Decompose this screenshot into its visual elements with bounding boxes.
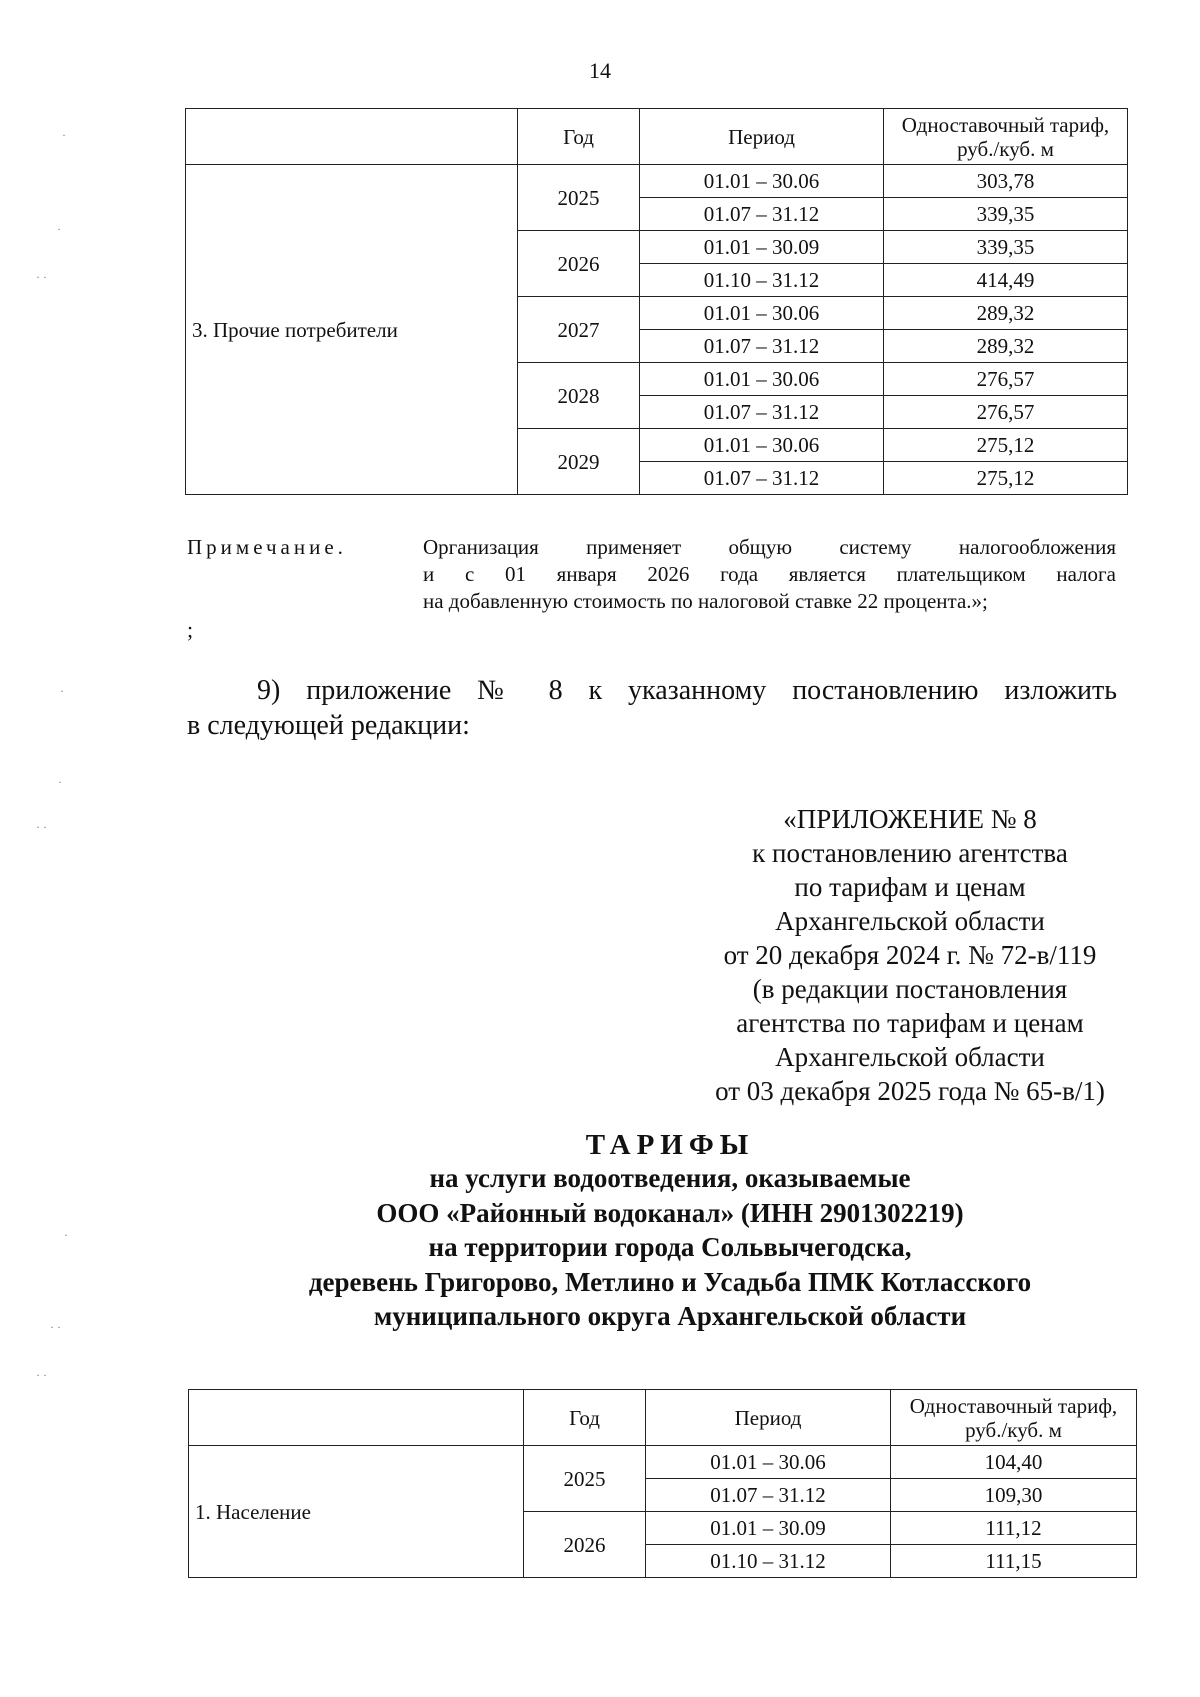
appendix-line: к постановлению агентства <box>752 838 1068 868</box>
appendix-line: от 03 декабря 2025 года № 65-в/1) <box>715 1076 1105 1106</box>
document-title <box>0 1127 1200 1163</box>
page-number: 14 <box>589 58 611 83</box>
tariff-cell: 289,32 <box>884 297 1128 330</box>
tariff-cell: 414,49 <box>884 264 1128 297</box>
table-row <box>189 1446 1137 1479</box>
header-period: Период <box>646 1390 891 1446</box>
note-line: Организация применяет общую систему налогообложения <box>423 535 1116 559</box>
scan-speck: · · <box>36 270 47 284</box>
title-line: на территории города Сольвычегодска, <box>428 1232 912 1262</box>
year-cell: 2028 <box>518 363 640 429</box>
note-line: и с 01 января 2026 года является плательщиком налога <box>423 562 1116 586</box>
title-line: деревень Григорово, Метлино и Усадьба ПМК Котласского <box>308 1266 1032 1297</box>
period-cell: 01.01 – 30.06 <box>640 165 884 198</box>
semicolon: ; <box>187 617 194 642</box>
tariff-cell: 111,12 <box>891 1512 1137 1545</box>
title-main: ТАРИФЫ <box>585 1129 755 1161</box>
period-cell: 01.07 – 31.12 <box>640 330 884 363</box>
tariff-cell: 276,57 <box>884 396 1128 429</box>
title-line: муниципального округа Архангельской области <box>373 1301 967 1331</box>
header-tariff: Одноставочный тариф, руб./куб. м <box>884 109 1128 165</box>
header-consumer <box>189 1390 524 1446</box>
header-year: Год <box>518 109 640 165</box>
year-cell: 2026 <box>518 231 640 297</box>
period-cell: 01.07 – 31.12 <box>640 198 884 231</box>
appendix-line: Архангельской области <box>775 1042 1045 1072</box>
year-cell: 2025 <box>524 1446 646 1512</box>
note-label: Примечание. <box>187 535 347 559</box>
scan-speck: · <box>64 1228 68 1242</box>
tariff-table-other-consumers <box>185 108 1128 495</box>
period-cell: 01.10 – 31.12 <box>646 1545 891 1578</box>
scan-speck: · · <box>50 1320 61 1334</box>
period-cell: 01.07 – 31.12 <box>640 396 884 429</box>
tariff-cell: 339,35 <box>884 198 1128 231</box>
tariff-cell: 339,35 <box>884 231 1128 264</box>
tariff-cell: 275,12 <box>884 462 1128 495</box>
tariff-cell: 276,57 <box>884 363 1128 396</box>
appendix-line: агентства по тарифам и ценам <box>736 1008 1084 1038</box>
appendix-line: по тарифам и ценам <box>794 872 1026 902</box>
period-cell: 01.01 – 30.09 <box>640 231 884 264</box>
scan-speck: · <box>60 684 64 698</box>
tariff-cell: 109,30 <box>891 1479 1137 1512</box>
table-header-row <box>186 109 1128 165</box>
header-tariff: Одноставочный тариф, руб./куб. м <box>891 1390 1137 1446</box>
tariff-cell: 111,15 <box>891 1545 1137 1578</box>
period-cell: 01.07 – 31.12 <box>640 462 884 495</box>
tariff-cell: 104,40 <box>891 1446 1137 1479</box>
title-line: ООО «Районный водоканал» (ИНН 2901302219) <box>376 1197 964 1228</box>
consumer-cell: 1. Население <box>189 1446 524 1578</box>
note-line: на добавленную стоимость по налоговой ставке 22 процента.»; <box>423 589 988 613</box>
period-cell: 01.01 – 30.09 <box>646 1512 891 1545</box>
header-consumer <box>186 109 518 165</box>
period-cell: 01.07 – 31.12 <box>646 1479 891 1512</box>
tariff-cell: 275,12 <box>884 429 1128 462</box>
tariff-cell: 289,32 <box>884 330 1128 363</box>
paragraph-line: в следующей редакции: <box>187 710 470 741</box>
note-text <box>423 534 1116 615</box>
title-subtitle <box>0 1161 1200 1334</box>
consumer-cell: 3. Прочие потребители <box>186 165 518 495</box>
table-row <box>186 165 1128 198</box>
amendment-paragraph <box>187 673 1117 743</box>
scan-speck: · · <box>36 820 47 834</box>
table-header-row <box>189 1390 1137 1446</box>
appendix-line: (в редакции постановления <box>752 974 1068 1004</box>
year-cell: 2026 <box>524 1512 646 1578</box>
period-cell: 01.01 – 30.06 <box>640 429 884 462</box>
appendix-line: «ПРИЛОЖЕНИЕ № 8 <box>783 804 1037 834</box>
header-year: Год <box>524 1390 646 1446</box>
period-cell: 01.01 – 30.06 <box>640 363 884 396</box>
scan-speck: · <box>62 128 66 142</box>
year-cell: 2027 <box>518 297 640 363</box>
header-period: Период <box>640 109 884 165</box>
period-cell: 01.10 – 31.12 <box>640 264 884 297</box>
appendix-line: от 20 декабря 2024 г. № 72-в/119 <box>723 940 1097 970</box>
period-cell: 01.01 – 30.06 <box>646 1446 891 1479</box>
scan-speck: · <box>57 222 61 236</box>
paragraph-line: 9) приложение № 8 к указанному постановлению изложить <box>257 675 1117 706</box>
tariff-cell: 303,78 <box>884 165 1128 198</box>
title-line: на услуги водоотведения, оказываемые <box>429 1163 911 1193</box>
year-cell: 2029 <box>518 429 640 495</box>
year-cell: 2025 <box>518 165 640 231</box>
period-cell: 01.01 – 30.06 <box>640 297 884 330</box>
tariff-table-population <box>188 1389 1137 1578</box>
appendix-header <box>680 802 1200 1108</box>
scan-speck: · <box>58 775 62 789</box>
scan-speck: · · <box>36 1368 47 1382</box>
appendix-line: Архангельской области <box>775 906 1045 936</box>
